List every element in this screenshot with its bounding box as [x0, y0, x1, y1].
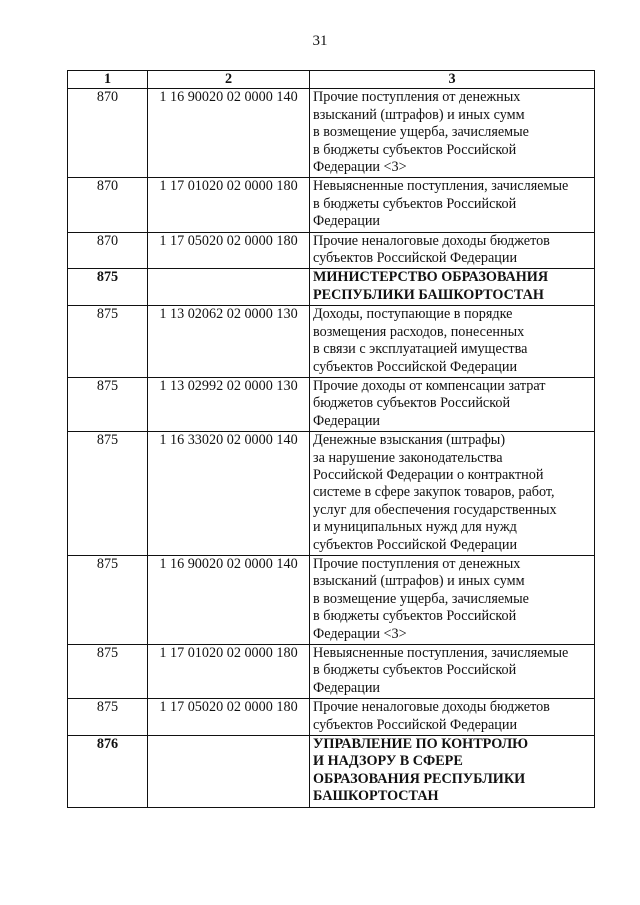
section-heading-row [68, 269, 595, 306]
budget-code-cell: 1 16 33020 02 0000 140 [148, 432, 310, 556]
admin-code-cell: 875 [68, 699, 148, 736]
description-line: Федерации [313, 679, 381, 696]
description-line: в бюджеты субъектов Российской [313, 195, 517, 212]
budget-code-cell: 1 16 90020 02 0000 140 [148, 555, 310, 644]
budget-code-cell: 1 16 90020 02 0000 140 [148, 89, 310, 178]
description-line: субъектов Российской Федерации [313, 716, 518, 733]
section-heading-row [68, 736, 595, 808]
column-header-budget-code: 2 [148, 71, 310, 89]
table-header-row [68, 71, 595, 89]
budget-code-cell: 1 17 01020 02 0000 180 [148, 645, 310, 699]
description-cell [310, 432, 595, 556]
admin-code-cell: 875 [68, 555, 148, 644]
admin-code-cell: 876 [68, 736, 148, 808]
description-cell [310, 699, 595, 736]
budget-code-cell [148, 736, 310, 808]
admin-code-cell: 875 [68, 377, 148, 431]
description-cell [310, 555, 595, 644]
description-line: и муниципальных нужд для нужд [313, 519, 517, 536]
table-row [68, 89, 595, 178]
admin-code-cell: 870 [68, 178, 148, 232]
description-cell [310, 178, 595, 232]
table-row [68, 306, 595, 378]
description-line: Федерации <3> [313, 625, 407, 642]
budget-code-cell: 1 13 02992 02 0000 130 [148, 377, 310, 431]
table-row [68, 178, 595, 232]
description-cell [310, 736, 595, 808]
description-line: в бюджеты субъектов Российской [313, 608, 517, 625]
description-line: ОБРАЗОВАНИЯ РЕСПУБЛИКИ [313, 770, 526, 787]
description-cell [310, 232, 595, 269]
admin-code-cell: 875 [68, 645, 148, 699]
description-line: услуг для обеспечения государственных [313, 501, 557, 518]
description-cell [310, 645, 595, 699]
table-row [68, 432, 595, 556]
column-header-admin-code: 1 [68, 71, 148, 89]
description-line: системе в сфере закупок товаров, работ, [313, 484, 555, 501]
description-cell [310, 306, 595, 378]
description-line: субъектов Российской Федерации [313, 358, 518, 375]
description-line: Федерации <3> [313, 159, 407, 176]
description-line: Денежные взыскания (штрафы) [313, 432, 506, 449]
description-line: Невыясненные поступления, зачисляемые [313, 178, 569, 195]
description-line: Прочие неналоговые доходы бюджетов [313, 699, 550, 716]
description-line: УПРАВЛЕНИЕ ПО КОНТРОЛЮ [313, 736, 529, 753]
budget-code-cell [148, 269, 310, 306]
admin-code-cell: 870 [68, 232, 148, 269]
column-header-description: 3 [310, 71, 595, 89]
description-line: возмещения расходов, понесенных [313, 323, 525, 340]
description-line: Доходы, поступающие в порядке [313, 306, 513, 323]
description-line: Российской Федерации о контрактной [313, 466, 544, 483]
admin-code-cell: 875 [68, 432, 148, 556]
description-line: в бюджеты субъектов Российской [313, 662, 517, 679]
description-line: Прочие поступления от денежных [313, 555, 521, 572]
description-line: Федерации [313, 213, 381, 230]
description-line: МИНИСТЕРСТВО ОБРАЗОВАНИЯ [313, 269, 549, 286]
description-line: в связи с эксплуатацией имущества [313, 341, 528, 358]
description-line: Федерации [313, 412, 381, 429]
description-line: взысканий (штрафов) и иных сумм [313, 573, 525, 590]
table-row [68, 377, 595, 431]
description-line: в возмещение ущерба, зачисляемые [313, 590, 529, 607]
admin-code-cell: 875 [68, 306, 148, 378]
table-row [68, 232, 595, 269]
table-body [68, 89, 595, 807]
description-line: взысканий (штрафов) и иных сумм [313, 106, 525, 123]
admin-code-cell: 870 [68, 89, 148, 178]
table-row [68, 645, 595, 699]
page-number: 31 [312, 33, 328, 49]
budget-code-cell: 1 17 05020 02 0000 180 [148, 699, 310, 736]
table-row [68, 555, 595, 644]
description-cell [310, 269, 595, 306]
description-line: субъектов Российской Федерации [313, 250, 518, 267]
description-line: бюджетов субъектов Российской [313, 395, 511, 412]
budget-revenue-table [67, 70, 595, 808]
description-cell [310, 377, 595, 431]
description-line: в возмещение ущерба, зачисляемые [313, 124, 529, 141]
description-line: за нарушение законодательства [313, 449, 503, 466]
description-cell [310, 89, 595, 178]
description-line: И НАДЗОРУ В СФЕРЕ [313, 753, 463, 770]
description-line: Прочие поступления от денежных [313, 89, 521, 106]
description-line: Прочие доходы от компенсации затрат [313, 377, 546, 394]
description-line: БАШКОРТОСТАН [313, 788, 439, 805]
budget-code-cell: 1 17 01020 02 0000 180 [148, 178, 310, 232]
budget-code-cell: 1 17 05020 02 0000 180 [148, 232, 310, 269]
table-row [68, 699, 595, 736]
description-line: Прочие неналоговые доходы бюджетов [313, 232, 550, 249]
description-line: РЕСПУБЛИКИ БАШКОРТОСТАН [313, 286, 544, 303]
description-line: субъектов Российской Федерации [313, 536, 518, 553]
description-line: Невыясненные поступления, зачисляемые [313, 645, 569, 661]
budget-code-cell: 1 13 02062 02 0000 130 [148, 306, 310, 378]
description-line: в бюджеты субъектов Российской [313, 141, 517, 158]
admin-code-cell: 875 [68, 269, 148, 306]
